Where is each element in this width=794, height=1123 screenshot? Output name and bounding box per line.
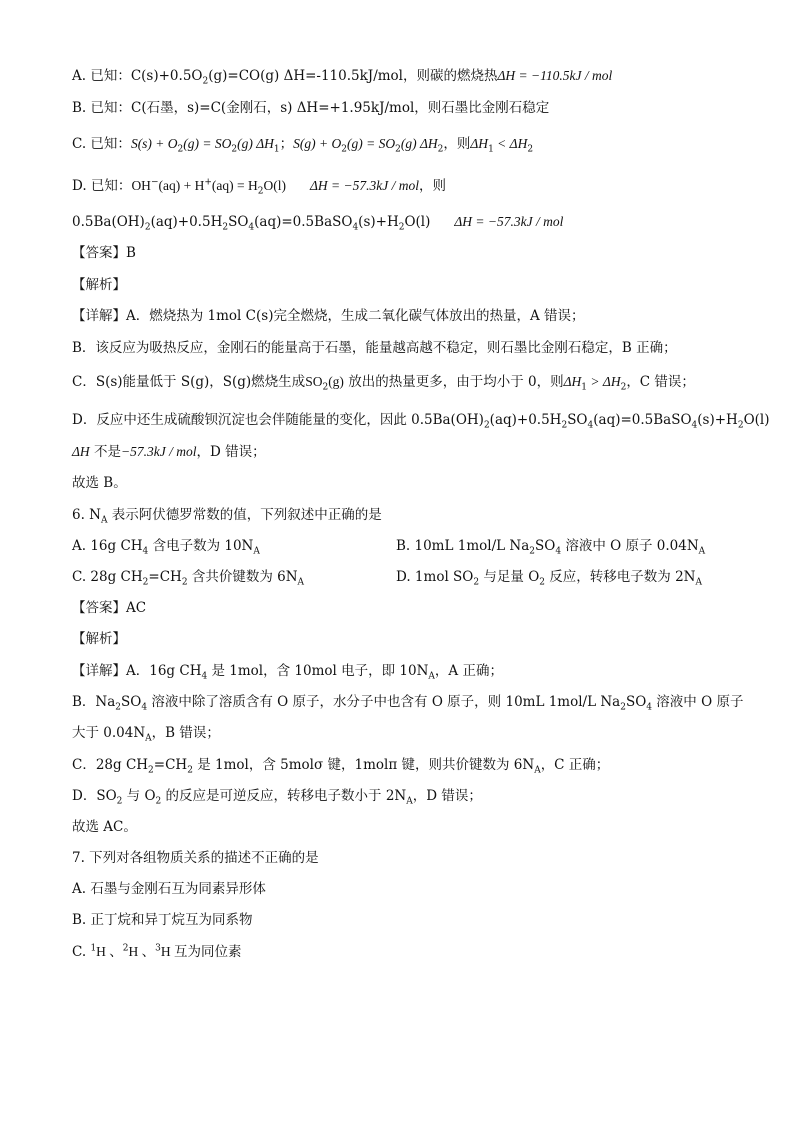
text: 6. N <box>72 507 101 523</box>
subscript: 2 <box>473 577 480 588</box>
subscript: 2 <box>202 76 209 87</box>
math-expr: S(s) + O <box>130 136 178 151</box>
math-expr: > ΔH <box>587 374 621 389</box>
subscript: A <box>406 796 413 807</box>
math-expr: (g) <box>328 374 344 389</box>
text: C．28g CH <box>72 757 149 773</box>
superscript: 1 <box>90 943 97 954</box>
q6-detail-b-cont <box>72 723 220 743</box>
text: 0.5Ba(OH) <box>72 214 145 230</box>
math-expr: H 互为同位素 <box>160 944 242 959</box>
superscript: + <box>204 177 212 188</box>
text: 【答案】B <box>72 245 136 261</box>
math-expr: (g) ΔH <box>400 136 438 151</box>
text: 溶液中 O 原子 <box>652 694 744 710</box>
text: (aq)=0.5BaSO <box>593 412 692 428</box>
text: 【详解】A．16g CH <box>72 663 202 679</box>
text: 的反应是可逆反应，转移电子数小于 2N <box>161 788 407 804</box>
text: B．该反应为吸热反应，金刚石的能量高于石墨，能量越高越不稳定，则石墨比金刚石稳定，B 正确； <box>72 340 677 356</box>
subscript: 2 <box>257 186 264 197</box>
q7-option-b <box>72 910 253 930</box>
subscript: 2 <box>737 420 744 431</box>
subscript: A <box>145 733 152 744</box>
text: O(l) <box>404 214 431 230</box>
math-expr: (aq) = H <box>211 178 258 193</box>
text: =CH <box>148 569 182 585</box>
math-expr: ΔH <box>563 374 582 389</box>
subscript: 2 <box>398 222 405 233</box>
text: A. 已知：C(s)+0.5O <box>72 68 203 84</box>
q5-detail-d <box>72 410 769 430</box>
text: ，D 错误； <box>412 788 482 804</box>
q7-option-c <box>72 942 242 962</box>
subscript: A <box>534 765 541 776</box>
text: B. 已知：C(石墨，s)=C(金刚石，s) ΔH=+1.95kJ/mol，则石墨比金刚石稳定 <box>72 100 550 116</box>
q6-analysis-heading <box>72 629 126 649</box>
subscript: 2 <box>177 144 184 155</box>
math-expr: ΔH <box>470 136 489 151</box>
q7-option-a <box>72 879 266 899</box>
subscript: 2 <box>222 222 229 233</box>
superscript: − <box>150 177 159 188</box>
subscript: 1 <box>273 144 280 155</box>
superscript: 3 <box>155 943 161 954</box>
q6-option-d <box>396 567 702 587</box>
subscript: 2 <box>529 546 535 557</box>
subscript: 4 <box>646 702 653 713</box>
subscript: 2 <box>483 420 490 431</box>
text: 表示阿伏德罗常数的值，下列叙述中正确的是 <box>107 507 382 523</box>
math-expr: ΔH = −57.3kJ / mol <box>454 214 564 229</box>
text: B．Na <box>72 694 116 710</box>
q6-option-b <box>396 536 705 556</box>
subscript: 2 <box>322 382 329 393</box>
subscript: A <box>253 546 260 557</box>
subscript: 2 <box>395 144 401 155</box>
text: ，A 正确； <box>434 663 503 679</box>
text: ，C 错误； <box>626 374 695 390</box>
text: 故选 AC。 <box>72 819 137 835</box>
text: SO <box>567 412 588 428</box>
text: 含电子数为 10N <box>148 538 254 554</box>
text: 7. 下列对各组物质关系的描述不正确的是 <box>72 850 319 866</box>
q6-detail-d <box>72 786 482 806</box>
math-expr: −57.3kJ / mol <box>120 444 197 459</box>
text: 【答案】AC <box>72 600 147 616</box>
text: SO <box>121 694 142 710</box>
text: 与 O <box>122 788 156 804</box>
subscript: 1 <box>581 382 588 393</box>
text: B. 10mL 1mol/L Na <box>396 538 530 554</box>
subscript: 2 <box>142 577 149 588</box>
q6-stem <box>72 505 382 525</box>
subscript: 2 <box>437 144 444 155</box>
subscript: 4 <box>141 702 148 713</box>
math-expr: ΔH = −57.3kJ / mol <box>309 178 419 193</box>
math-expr: H 、 <box>128 944 156 959</box>
math-expr: (g) = SO <box>183 136 232 151</box>
q5-detail-c <box>72 372 695 392</box>
text: 是 1mol，含 10mol 电子，即 10N <box>207 663 429 679</box>
q6-option-c <box>72 567 304 587</box>
text: C. 已知： <box>72 136 131 152</box>
subscript: A <box>297 577 305 588</box>
q5-option-b <box>72 98 549 118</box>
text: 反应，转移电子数为 2N <box>545 569 696 585</box>
text: SO <box>228 214 249 230</box>
text: C. <box>72 944 91 960</box>
text: D. 1mol SO <box>396 569 474 585</box>
text: D. 已知： <box>72 178 132 194</box>
text: C. 28g CH <box>72 569 143 585</box>
subscript: 2 <box>144 222 151 233</box>
text: (g)=CO(g) ΔH=-110.5kJ/mol，则碳的燃烧热 <box>208 68 498 84</box>
text: (s)+H <box>358 214 399 230</box>
q6-option-a <box>72 536 260 556</box>
text: 溶液中 O 原子 0.04N <box>561 538 699 554</box>
math-expr: < ΔH <box>493 136 528 151</box>
text: =CH <box>153 757 188 773</box>
subscript: 2 <box>187 765 193 776</box>
text: D．SO <box>72 788 117 804</box>
math-expr: (g) ΔH <box>237 136 274 151</box>
math-expr: ΔH = −110.5kJ / mol <box>497 68 613 83</box>
subscript: 2 <box>561 420 568 431</box>
text: 大于 0.04N <box>72 725 146 741</box>
text: O(l) <box>743 412 770 428</box>
subscript: 2 <box>527 144 534 155</box>
superscript: 2 <box>122 943 129 954</box>
q5-analysis-heading <box>72 275 126 295</box>
text: A. 石墨与金刚石互为同素异形体 <box>72 881 266 897</box>
text: (s)+H <box>697 412 738 428</box>
subscript: 4 <box>201 671 208 682</box>
q5-option-c <box>72 134 533 154</box>
text: SO <box>625 694 647 710</box>
q6-answer <box>72 598 146 618</box>
q5-option-a <box>72 66 612 86</box>
text: A. 16g CH <box>72 538 143 554</box>
q6-detail-a <box>72 661 503 681</box>
text: 【解析】 <box>72 631 126 647</box>
text: 含共价键数为 6N <box>187 569 298 585</box>
text: (aq)=0.5BaSO <box>254 214 353 230</box>
subscript: A <box>428 671 435 682</box>
text: (aq)+0.5H <box>150 214 223 230</box>
subscript: 1 <box>488 144 494 155</box>
math-expr: H 、 <box>96 944 123 959</box>
text: 是 1mol，含 5molσ 键，1molπ 键，则共价键数为 6N <box>192 757 535 773</box>
q5-answer <box>72 243 136 263</box>
subscript: 2 <box>116 796 123 807</box>
math-expr: (g) = SO <box>347 136 396 151</box>
text: 不是 <box>89 444 121 460</box>
text: 【详解】A．燃烧热为 1mol C(s)完全燃烧，生成二氧化碳气体放出的热量，A 错误； <box>72 308 585 324</box>
subscript: 2 <box>115 702 122 713</box>
subscript: 2 <box>620 382 627 393</box>
q5-detail-d-cont <box>72 442 266 462</box>
subscript: 4 <box>352 222 359 233</box>
q7-stem <box>72 848 319 868</box>
q5-detail-b <box>72 338 677 358</box>
q5-option-d <box>72 176 446 196</box>
subscript: 4 <box>555 546 562 557</box>
q6-detail-c <box>72 755 609 775</box>
text: ，D 错误； <box>196 444 266 460</box>
math-expr: S(g) + O <box>293 136 342 151</box>
subscript: 2 <box>341 144 347 155</box>
text: ，C 正确； <box>540 757 610 773</box>
math-expr: (aq) + H <box>158 178 205 193</box>
subscript: 2 <box>231 144 238 155</box>
subscript: A <box>695 577 702 588</box>
math-expr: SO <box>305 374 323 389</box>
q6-detail-b <box>72 692 743 712</box>
text: ，则 <box>443 136 471 152</box>
q5-option-d-cont <box>72 212 563 232</box>
text: SO <box>534 538 556 554</box>
text: 放出的热量更多，由于均小于 0，则 <box>343 374 564 390</box>
subscript: 4 <box>587 420 594 431</box>
text: ； <box>279 136 294 152</box>
subscript: 4 <box>142 546 149 557</box>
subscript: A <box>100 515 108 526</box>
text: ，则 <box>419 178 446 194</box>
subscript: 4 <box>691 420 698 431</box>
text: C．S(s)能量低于 S(g)，S(g)燃烧生成 <box>72 374 306 390</box>
text: D．反应中还生成硫酸钡沉淀也会伴随能量的变化，因此 0.5Ba(OH) <box>72 412 484 428</box>
text: 溶液中除了溶质含有 O 原子，水分子中也含有 O 原子，则 10mL 1mol/L Na <box>147 694 621 710</box>
subscript: 2 <box>181 577 188 588</box>
q5-detail-a <box>72 306 585 326</box>
subscript: 4 <box>248 222 255 233</box>
subscript: 2 <box>155 796 162 807</box>
math-expr: O(l) <box>263 178 286 193</box>
text: 与足量 O <box>479 569 540 585</box>
subscript: A <box>698 546 706 557</box>
text: 【解析】 <box>72 277 126 293</box>
math-expr: ΔH <box>72 444 90 459</box>
subscript: 2 <box>539 577 545 588</box>
text: (aq)+0.5H <box>489 412 562 428</box>
text: 故选 B。 <box>72 475 127 491</box>
text: ，B 错误； <box>151 725 220 741</box>
subscript: 2 <box>148 765 154 776</box>
q5-choice <box>72 473 127 493</box>
q6-choice <box>72 817 137 837</box>
math-expr: OH <box>131 178 151 193</box>
text: B. 正丁烷和异丁烷互为同系物 <box>72 912 253 928</box>
subscript: 2 <box>620 702 626 713</box>
